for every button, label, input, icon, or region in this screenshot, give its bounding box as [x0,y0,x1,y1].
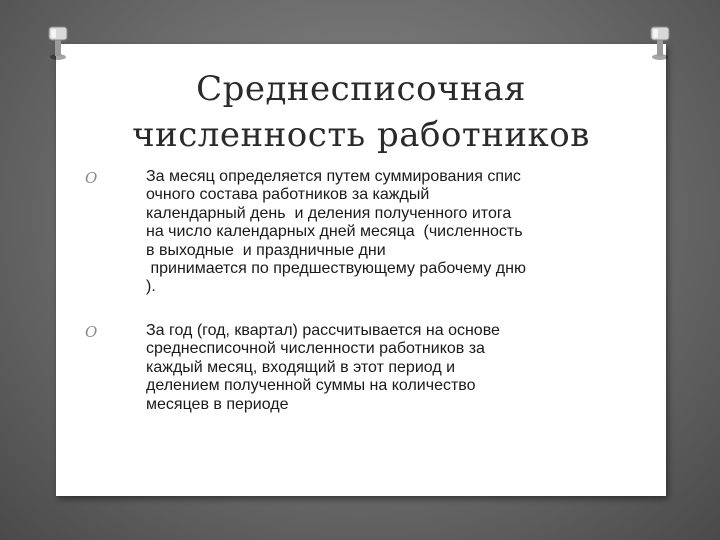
slide-title [56,66,666,158]
bullet-marker-icon: O [85,169,98,187]
title-line: Среднесписочная [196,69,526,109]
bullet-text-line: каждый месяц, входящий в этот период и [146,358,456,376]
bullet-text-line: За год (год, квартал) рассчитывается на основе [146,322,500,339]
bullet-marker-icon: O [85,323,98,341]
bullet-text-line: очного состава работников за каждый [146,186,430,204]
pushpin-icon [646,24,674,62]
title-line: численность работников [132,115,590,155]
bullet-text-line: делением полученной суммы на количество [146,377,476,395]
bullet-text-line: За месяц определяется путем суммирования спис [146,168,521,185]
bullet-text-line: среднесписочной численности работников за [146,340,485,358]
bullet-item [85,168,602,297]
bullet-text-line: ). [146,278,156,296]
bullet-text-line: календарный день и деления полученного итога [146,204,512,222]
bullet-text-line: месяцев в периоде [146,395,289,413]
bullet-item [85,322,602,414]
bullet-text-line: на число календарных дней месяца (численность [146,223,523,241]
bullet-text-line: в выходные и праздничные дни [146,241,386,259]
bullet-text-line: принимается по предшествующему рабочему дню [146,260,526,278]
pushpin-icon [44,24,72,62]
